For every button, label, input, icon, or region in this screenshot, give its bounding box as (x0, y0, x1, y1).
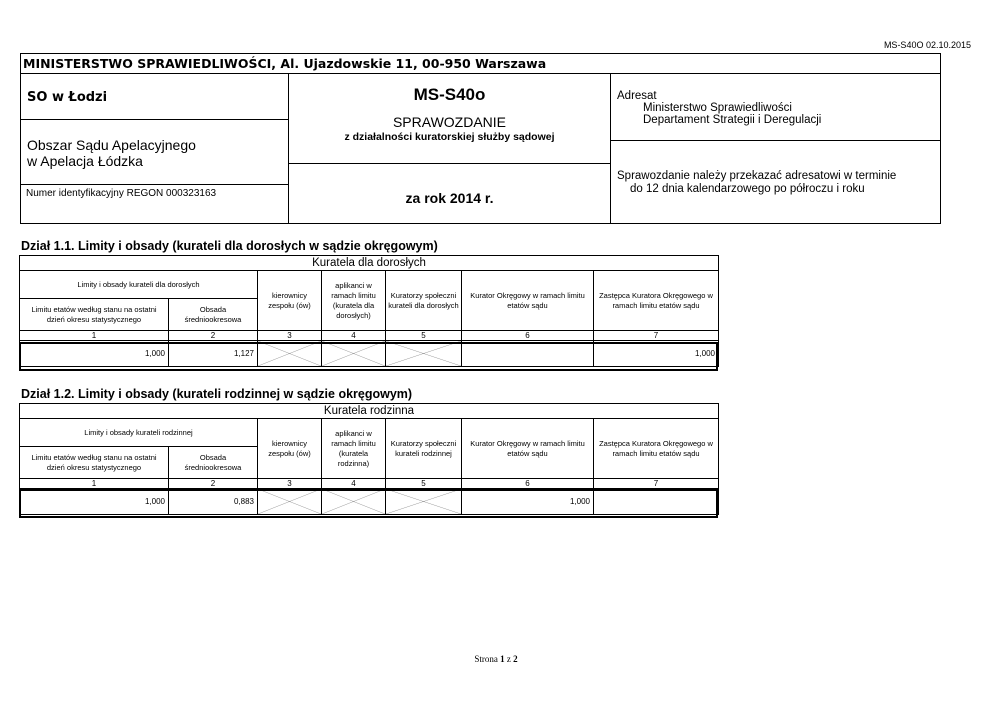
col-number-2: 2 (169, 479, 258, 489)
appeal-line-2: w Apelacja Łódzka (27, 153, 143, 169)
court-info (21, 74, 289, 223)
col-header-4: aplikanci w ramach limitu (kuratela dla dorosłych) (322, 271, 386, 331)
col-number-7: 7 (594, 331, 719, 341)
value-district-curator (462, 341, 594, 367)
ministry-address: MINISTERSTWO SPRAWIEDLIWOŚCI, Al. Ujazdowskie 11, 00-950 Warszawa (21, 54, 940, 74)
col-number-4: 4 (322, 331, 386, 341)
col-header-7: Zastępca Kuratora Okręgowego w ramach limitu etatów sądu (594, 419, 719, 479)
col-number-6: 6 (462, 331, 594, 341)
col-number-7: 7 (594, 479, 719, 489)
court-name: SO w Łodzi (21, 74, 288, 120)
report-subtitle: z działalności kuratorskiej służby sądowej (344, 131, 555, 143)
report-title-block (289, 74, 610, 164)
section-2-table (19, 403, 719, 515)
col-header-5: Kuratorzy społeczni kurateli dla dorosłych (386, 271, 462, 331)
crossed-cell (386, 489, 462, 515)
value-limit: 1,000 (20, 341, 169, 367)
col-header-2: Obsada średniookresowa (169, 299, 258, 331)
section-2-values-row (20, 489, 719, 515)
section-2-group-header: Limity i obsady kurateli rodzinnej (20, 419, 258, 447)
deadline-note (611, 141, 940, 223)
report-header (20, 53, 941, 224)
col-header-2: Obsada średniookresowa (169, 447, 258, 479)
regon-number: Numer identyfikacyjny REGON 000323163 (26, 188, 217, 199)
value-deputy-curator (594, 489, 719, 515)
page-label: Strona (474, 654, 498, 664)
col-header-5: Kuratorzy społeczni kurateli rodzinnej (386, 419, 462, 479)
col-number-4: 4 (322, 479, 386, 489)
section-1-band: Kuratela dla dorosłych (20, 256, 719, 271)
col-header-1: Limitu etatów według stanu na ostatni dzień okresu statystycznego (20, 299, 169, 331)
col-header-3: kierownicy zespołu (ów) (258, 271, 322, 331)
addressee-line-1: Ministerstwo Sprawiedliwości (643, 102, 792, 114)
col-header-6: Kurator Okręgowy w ramach limitu etatów sądu (462, 419, 594, 479)
report-title: SPRAWOZDANIE (392, 114, 507, 130)
page-footer (0, 654, 992, 664)
col-header-6: Kurator Okręgowy w ramach limitu etatów sądu (462, 271, 594, 331)
total-pages: 2 (513, 654, 518, 664)
page-separator: z (506, 654, 511, 664)
section-1-group-header: Limity i obsady kurateli dla dorosłych (20, 271, 258, 299)
col-number-3: 3 (258, 331, 322, 341)
value-staffing: 1,127 (169, 341, 258, 367)
col-number-2: 2 (169, 331, 258, 341)
value-district-curator: 1,000 (462, 489, 594, 515)
crossed-cell (258, 341, 322, 367)
col-header-7: Zastępca Kuratora Okręgowego w ramach limitu etatów sądu (594, 271, 719, 331)
col-number-3: 3 (258, 479, 322, 489)
col-number-5: 5 (386, 331, 462, 341)
crossed-cell (322, 489, 386, 515)
addressee (611, 74, 940, 141)
deadline-line-1: Sprawozdanie należy przekazać adresatowi w terminie (617, 170, 897, 182)
deadline-line-2: do 12 dnia kalendarzowego po półroczu i roku (630, 183, 865, 195)
crossed-cell (258, 489, 322, 515)
appeal-line-1: Obszar Sądu Apelacyjnego (27, 137, 196, 153)
col-number-1: 1 (20, 479, 169, 489)
addressee-block (611, 74, 940, 223)
value-deputy-curator: 1,000 (594, 341, 719, 367)
report-identity (289, 74, 611, 223)
section-1-values-row (20, 341, 719, 367)
col-number-1: 1 (20, 331, 169, 341)
crossed-cell (322, 341, 386, 367)
section-2-title: Dział 1.2. Limity i obsady (kurateli rodzinnej w sądzie okręgowym) (21, 387, 413, 401)
value-limit: 1,000 (20, 489, 169, 515)
col-header-4: aplikanci w ramach limitu (kuratela rodzinna) (322, 419, 386, 479)
addressee-line-2: Departament Strategii i Deregulacji (643, 114, 822, 126)
current-page: 1 (500, 654, 505, 664)
addressee-label: Adresat (617, 90, 657, 102)
col-number-5: 5 (386, 479, 462, 489)
section-1-title: Dział 1.1. Limity i obsady (kurateli dla dorosłych w sądzie okręgowym) (21, 239, 438, 253)
document-code: MS-S40O 02.10.2015 (883, 40, 971, 50)
col-number-6: 6 (462, 479, 594, 489)
section-1-table (19, 255, 719, 367)
form-code: MS-S40o (413, 85, 486, 104)
section-2-band: Kuratela rodzinna (20, 404, 719, 419)
col-header-1: Limitu etatów według stanu na ostatni dzień okresu statystycznego (20, 447, 169, 479)
report-year: za rok 2014 r. (405, 190, 494, 206)
crossed-cell (386, 341, 462, 367)
appeal-area (21, 120, 288, 185)
col-header-3: kierownicy zespołu (ów) (258, 419, 322, 479)
value-staffing: 0,883 (169, 489, 258, 515)
